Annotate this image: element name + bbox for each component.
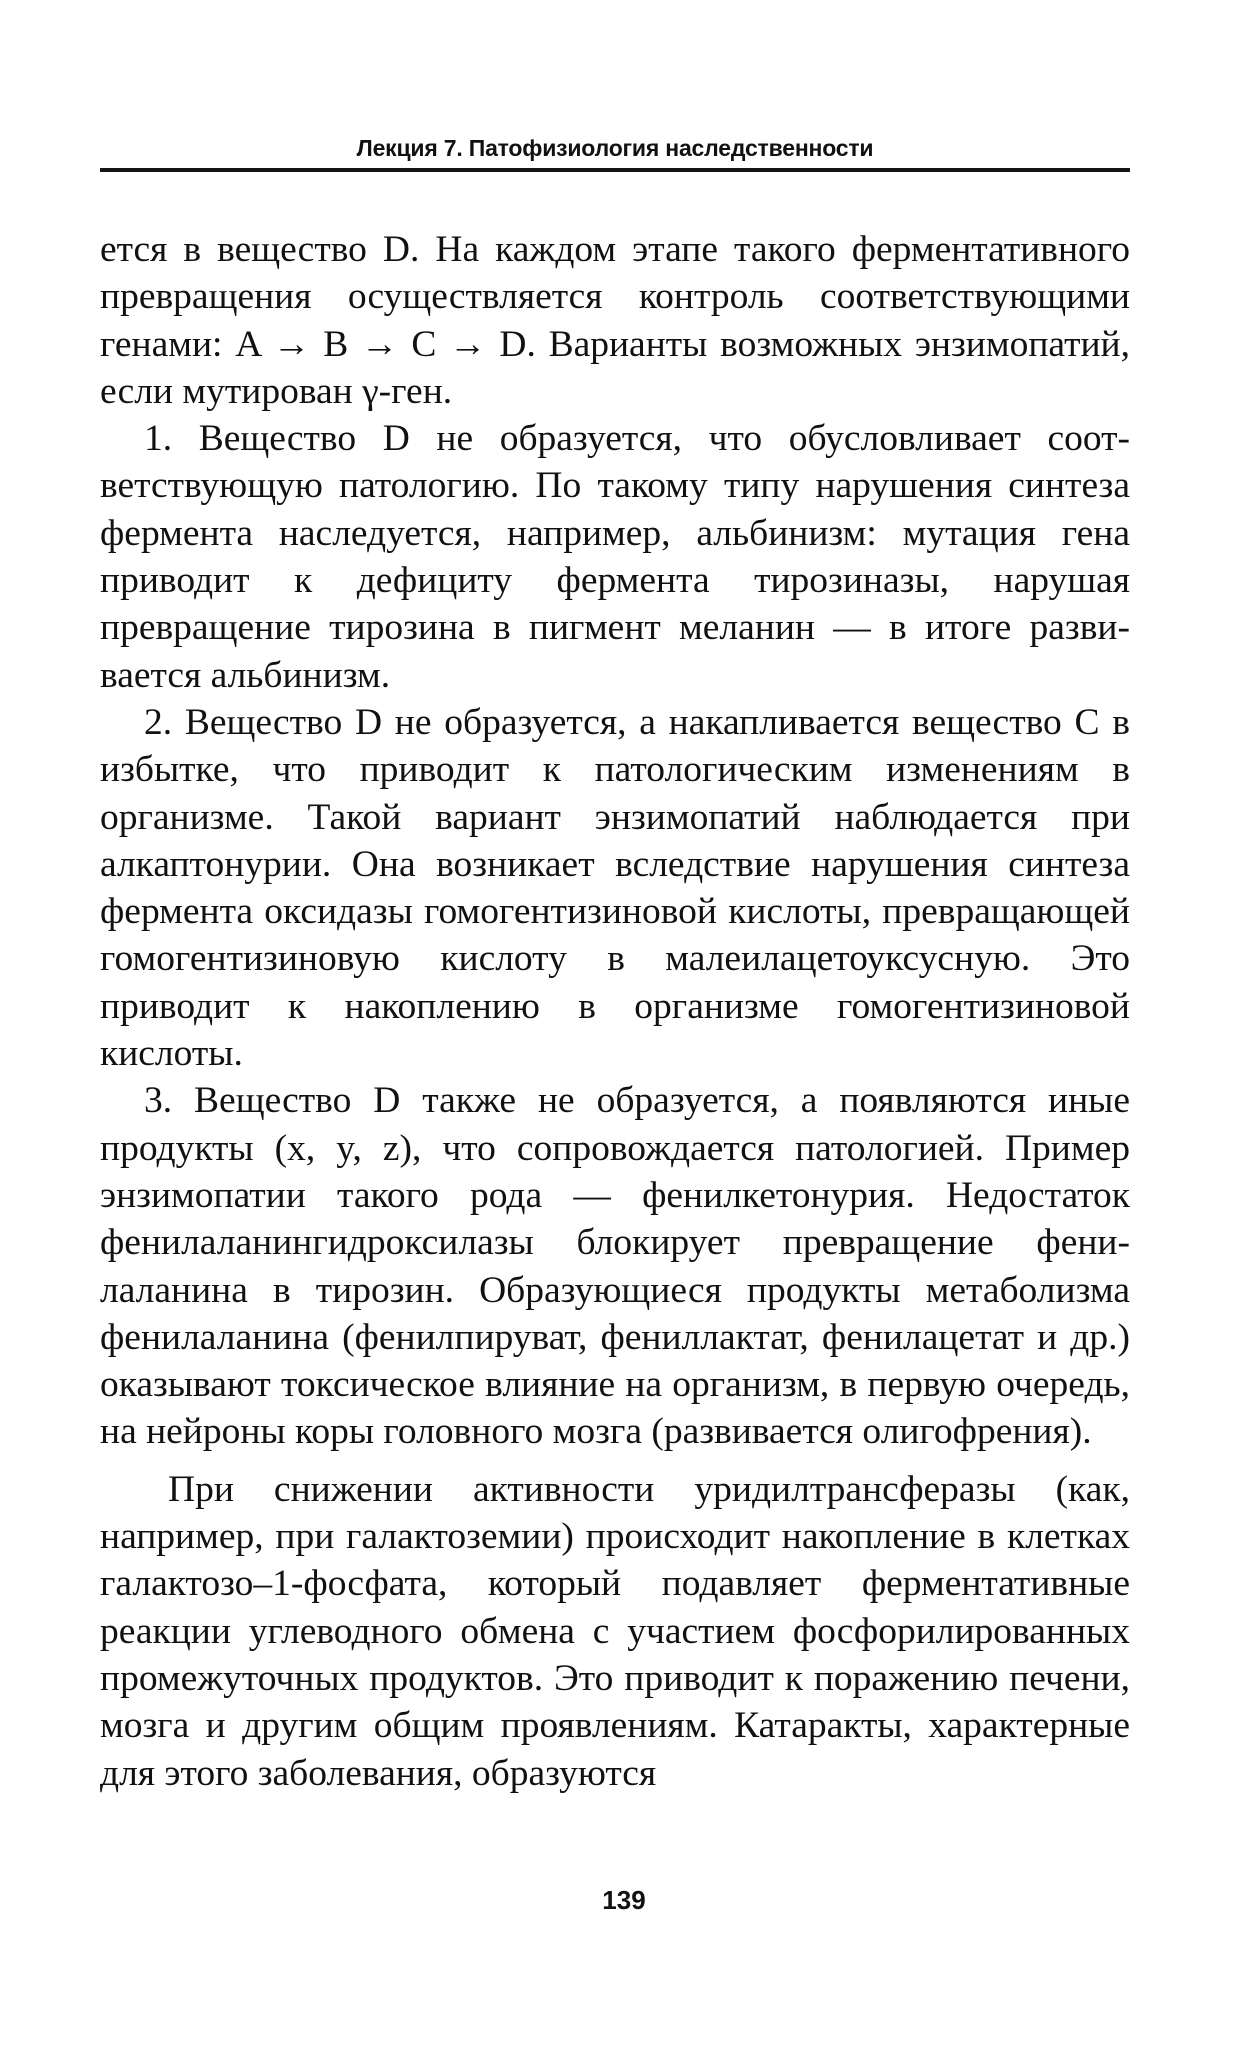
paragraph-item-3: 3. Вещество D также не образуется, а появляются иные продукты (x, y, z), что сопровождается патологией. Пример энзимопатии такого рода — фенилкетонурия. Недостаток фенилаланингидроксилазы блокирует превращение фенилаланина в тирозин. Образующиеся продукты метаболизма фенилаланина (фенилпируват, фениллактат, фенилацетат и др.) оказывают токсическое влияние на организм, в первую очередь, на нейроны коры головного мозга (развивается олигофрения). <box>100 1080 1130 1453</box>
running-head-title: Лекция 7. Патофизиология наследственности <box>356 135 874 161</box>
page-number: 139 <box>602 1885 646 1915</box>
paragraph-galactosemia: При снижении активности уридилтрансферазы (как, например, при галактоземии) происходит накопление в клетках галактозо–1-фосфата, который подавляет ферментативные реакции углеводного обмена с участием фосфорилированных промежуточных продуктов. Это приводит к поражению печени, мозга и другим общим проявлениям. Катаракты, характерные для этого заболевания, образуются <box>100 1468 1130 1794</box>
paragraph-item-2: 2. Вещество D не образуется, а накапливается вещество C в избытке, что приводит к патологическим изменениям в организме. Такой вариант энзимопатий наблюдается при алкаптонурии. Она возникает вследствие нарушения синтеза фермента оксидазы гомогентизиновой кислоты, превращающей гомогентизиновую кислоту в малеилацетоуксусную. Это приводит к накоплению в организме гомогентизиновой кислоты. <box>100 701 1130 1075</box>
body-text <box>100 226 1130 1797</box>
paragraph-item-1: 1. Вещество D не образуется, что обусловливает соответствующую патологию. По такому типу нарушения синтеза фермента наследуется, например, альбинизм: мутация гена приводит к дефициту фермента тирозиназы, нарушая превращение тирозина в пигмент меланин — в итоге развивается альбинизм. <box>100 418 1130 696</box>
running-head <box>100 128 1130 172</box>
paragraph-continuation: ется в вещество D. На каждом этапе такого ферментативного превращения осуществляется контроль соответствующими генами: A → B → C → D. Варианты возможных энзимопатий, если мутирован γ-ген. <box>100 229 1130 412</box>
